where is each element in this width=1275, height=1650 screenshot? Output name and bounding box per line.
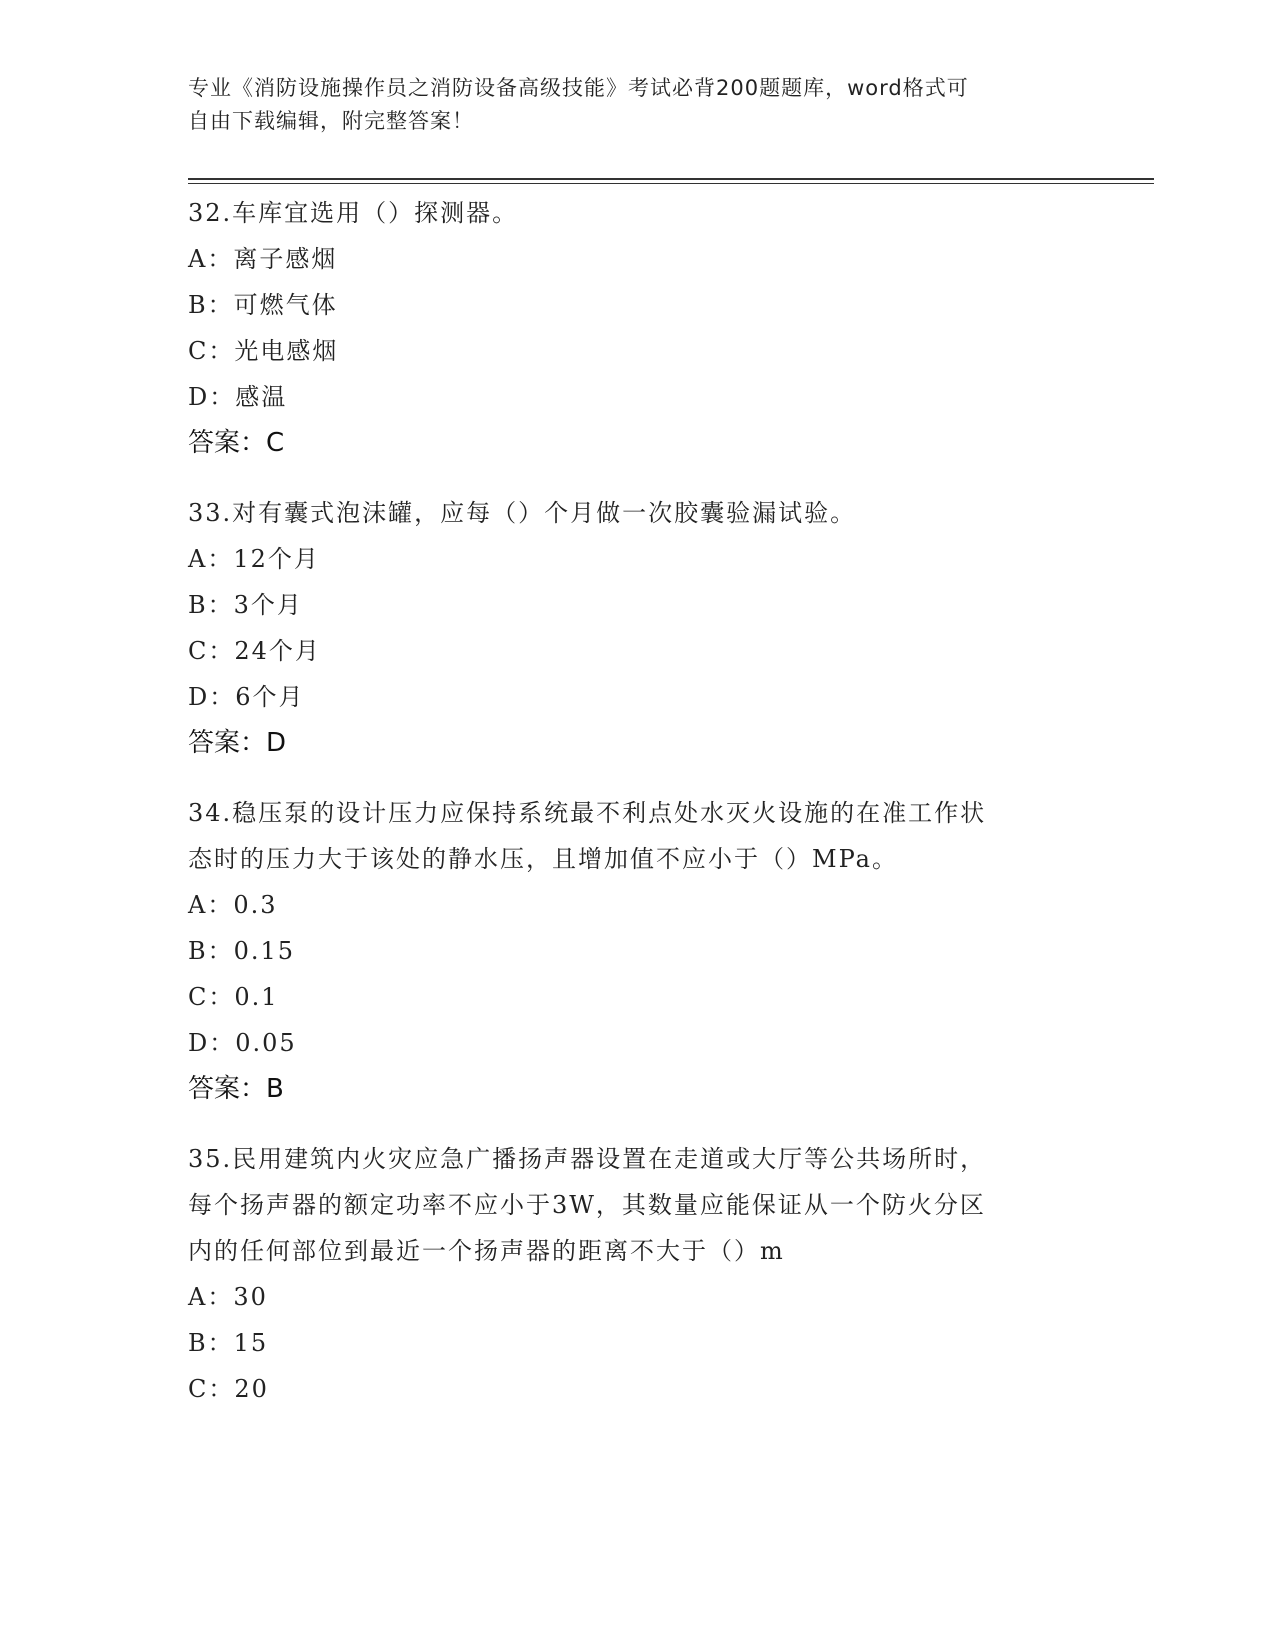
option-d: D：6个月 — [188, 683, 305, 711]
option-a: A：12个月 — [188, 545, 320, 573]
header-divider-thin — [188, 183, 1154, 184]
question-stem: 32.车库宜选用（）探测器。 — [188, 199, 519, 227]
answer-line: 答案：D — [188, 728, 287, 758]
question-list — [188, 190, 1088, 1436]
option-b: B：可燃气体 — [188, 291, 338, 319]
option-b: B：15 — [188, 1329, 269, 1357]
question-stem: 33.对有囊式泡沫罐，应每（）个月做一次胶囊验漏试验。 — [188, 499, 857, 527]
question-34 — [188, 790, 1088, 1112]
question-35 — [188, 1136, 1088, 1412]
document-header — [188, 72, 1068, 138]
option-c: C：24个月 — [188, 637, 321, 665]
header-divider-thick — [188, 178, 1154, 180]
question-stem-line-1: 35.民用建筑内火灾应急广播扬声器设置在走道或大厅等公共场所时， — [188, 1145, 987, 1173]
question-stem-line-2: 态时的压力大于该处的静水压，且增加值不应小于（）MPa。 — [188, 845, 898, 873]
option-c: C：光电感烟 — [188, 337, 339, 365]
question-32 — [188, 190, 1088, 466]
option-a: A：0.3 — [188, 891, 278, 919]
answer-line: 答案：C — [188, 428, 285, 458]
question-stem-line-1: 34.稳压泵的设计压力应保持系统最不利点处水灭火设施的在准工作状 — [188, 799, 987, 827]
option-d: D：感温 — [188, 383, 288, 411]
header-line-2: 自由下载编辑，附完整答案！ — [188, 109, 474, 133]
question-33 — [188, 490, 1088, 766]
question-stem-line-2: 每个扬声器的额定功率不应小于3W，其数量应能保证从一个防火分区 — [188, 1191, 986, 1219]
option-c: C：20 — [188, 1375, 269, 1403]
header-line-1: 专业《消防设施操作员之消防设备高级技能》考试必背200题题库，word格式可 — [188, 76, 969, 100]
answer-line: 答案：B — [188, 1074, 284, 1104]
question-stem-line-3: 内的任何部位到最近一个扬声器的距离不大于（）m — [188, 1237, 785, 1265]
option-b: B：0.15 — [188, 937, 296, 965]
option-b: B：3个月 — [188, 591, 303, 619]
option-a: A：离子感烟 — [188, 245, 338, 273]
option-a: A：30 — [188, 1283, 268, 1311]
option-c: C：0.1 — [188, 983, 279, 1011]
option-d: D：0.05 — [188, 1029, 297, 1057]
